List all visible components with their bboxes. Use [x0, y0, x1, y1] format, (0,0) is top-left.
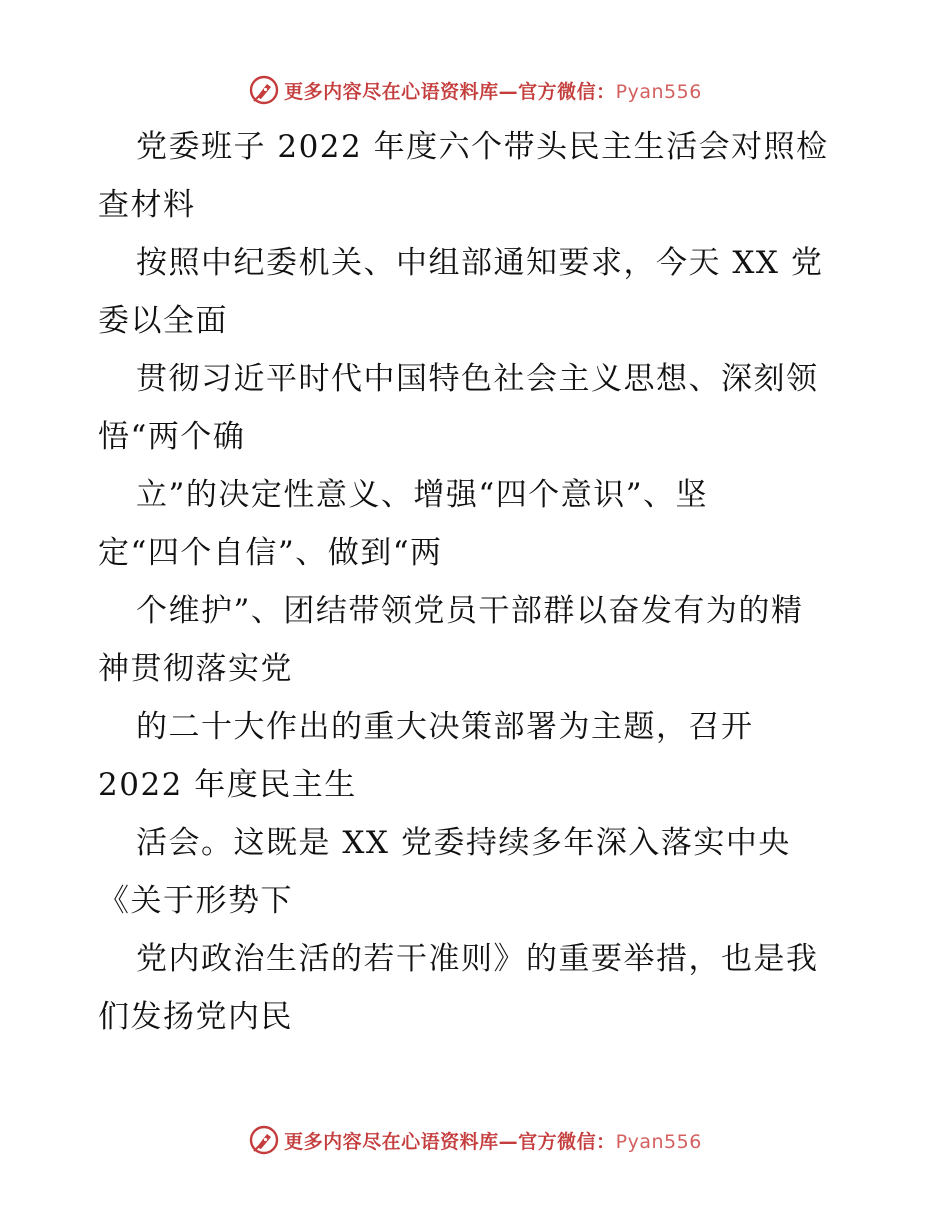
document-line: 定“四个自信”、做到“两 — [98, 535, 443, 571]
document-line: 《关于形势下 — [98, 883, 293, 919]
header-watermark — [0, 70, 950, 110]
document-line: 委以全面 — [98, 303, 228, 339]
watermark-label: 更多内容尽在心语资料库—官方微信： — [284, 1130, 616, 1153]
document-line: 按照中纪委机关、中组部通知要求，今天 XX 党 — [136, 245, 824, 281]
pen-nib-circle-icon — [248, 74, 280, 106]
document-line: 活会。这既是 XX 党委持续多年深入落实中央 — [136, 825, 791, 861]
watermark-text — [284, 77, 702, 104]
document-line: 党内政治生活的若干准则》的重要举措，也是我 — [136, 941, 819, 977]
document-line: 悟“两个确 — [98, 419, 246, 455]
document-body — [98, 118, 868, 1046]
document-line: 神贯彻落实党 — [98, 651, 293, 687]
document-line: 党委班子 2022 年度六个带头民主生活会对照检 — [136, 129, 829, 165]
document-line: 查材料 — [98, 187, 196, 223]
document-line: 立”的决定性意义、增强“四个意识”、坚 — [136, 477, 709, 513]
watermark-wechat-id: Pyan556 — [615, 1130, 702, 1153]
document-line: 贯彻习近平时代中国特色社会主义思想、深刻领 — [136, 361, 819, 397]
document-line: 的二十大作出的重大决策部署为主题，召开 — [136, 709, 754, 745]
document-line: 们发扬党内民 — [98, 999, 293, 1035]
document-line: 个维护”、团结带领党员干部群以奋发有为的精 — [136, 593, 804, 629]
footer-watermark — [0, 1120, 950, 1160]
pen-nib-circle-icon — [248, 1124, 280, 1156]
document-line: 2022 年度民主生 — [98, 767, 357, 803]
watermark-label: 更多内容尽在心语资料库—官方微信： — [284, 80, 616, 103]
watermark-text — [284, 1127, 702, 1154]
watermark-wechat-id: Pyan556 — [615, 80, 702, 103]
